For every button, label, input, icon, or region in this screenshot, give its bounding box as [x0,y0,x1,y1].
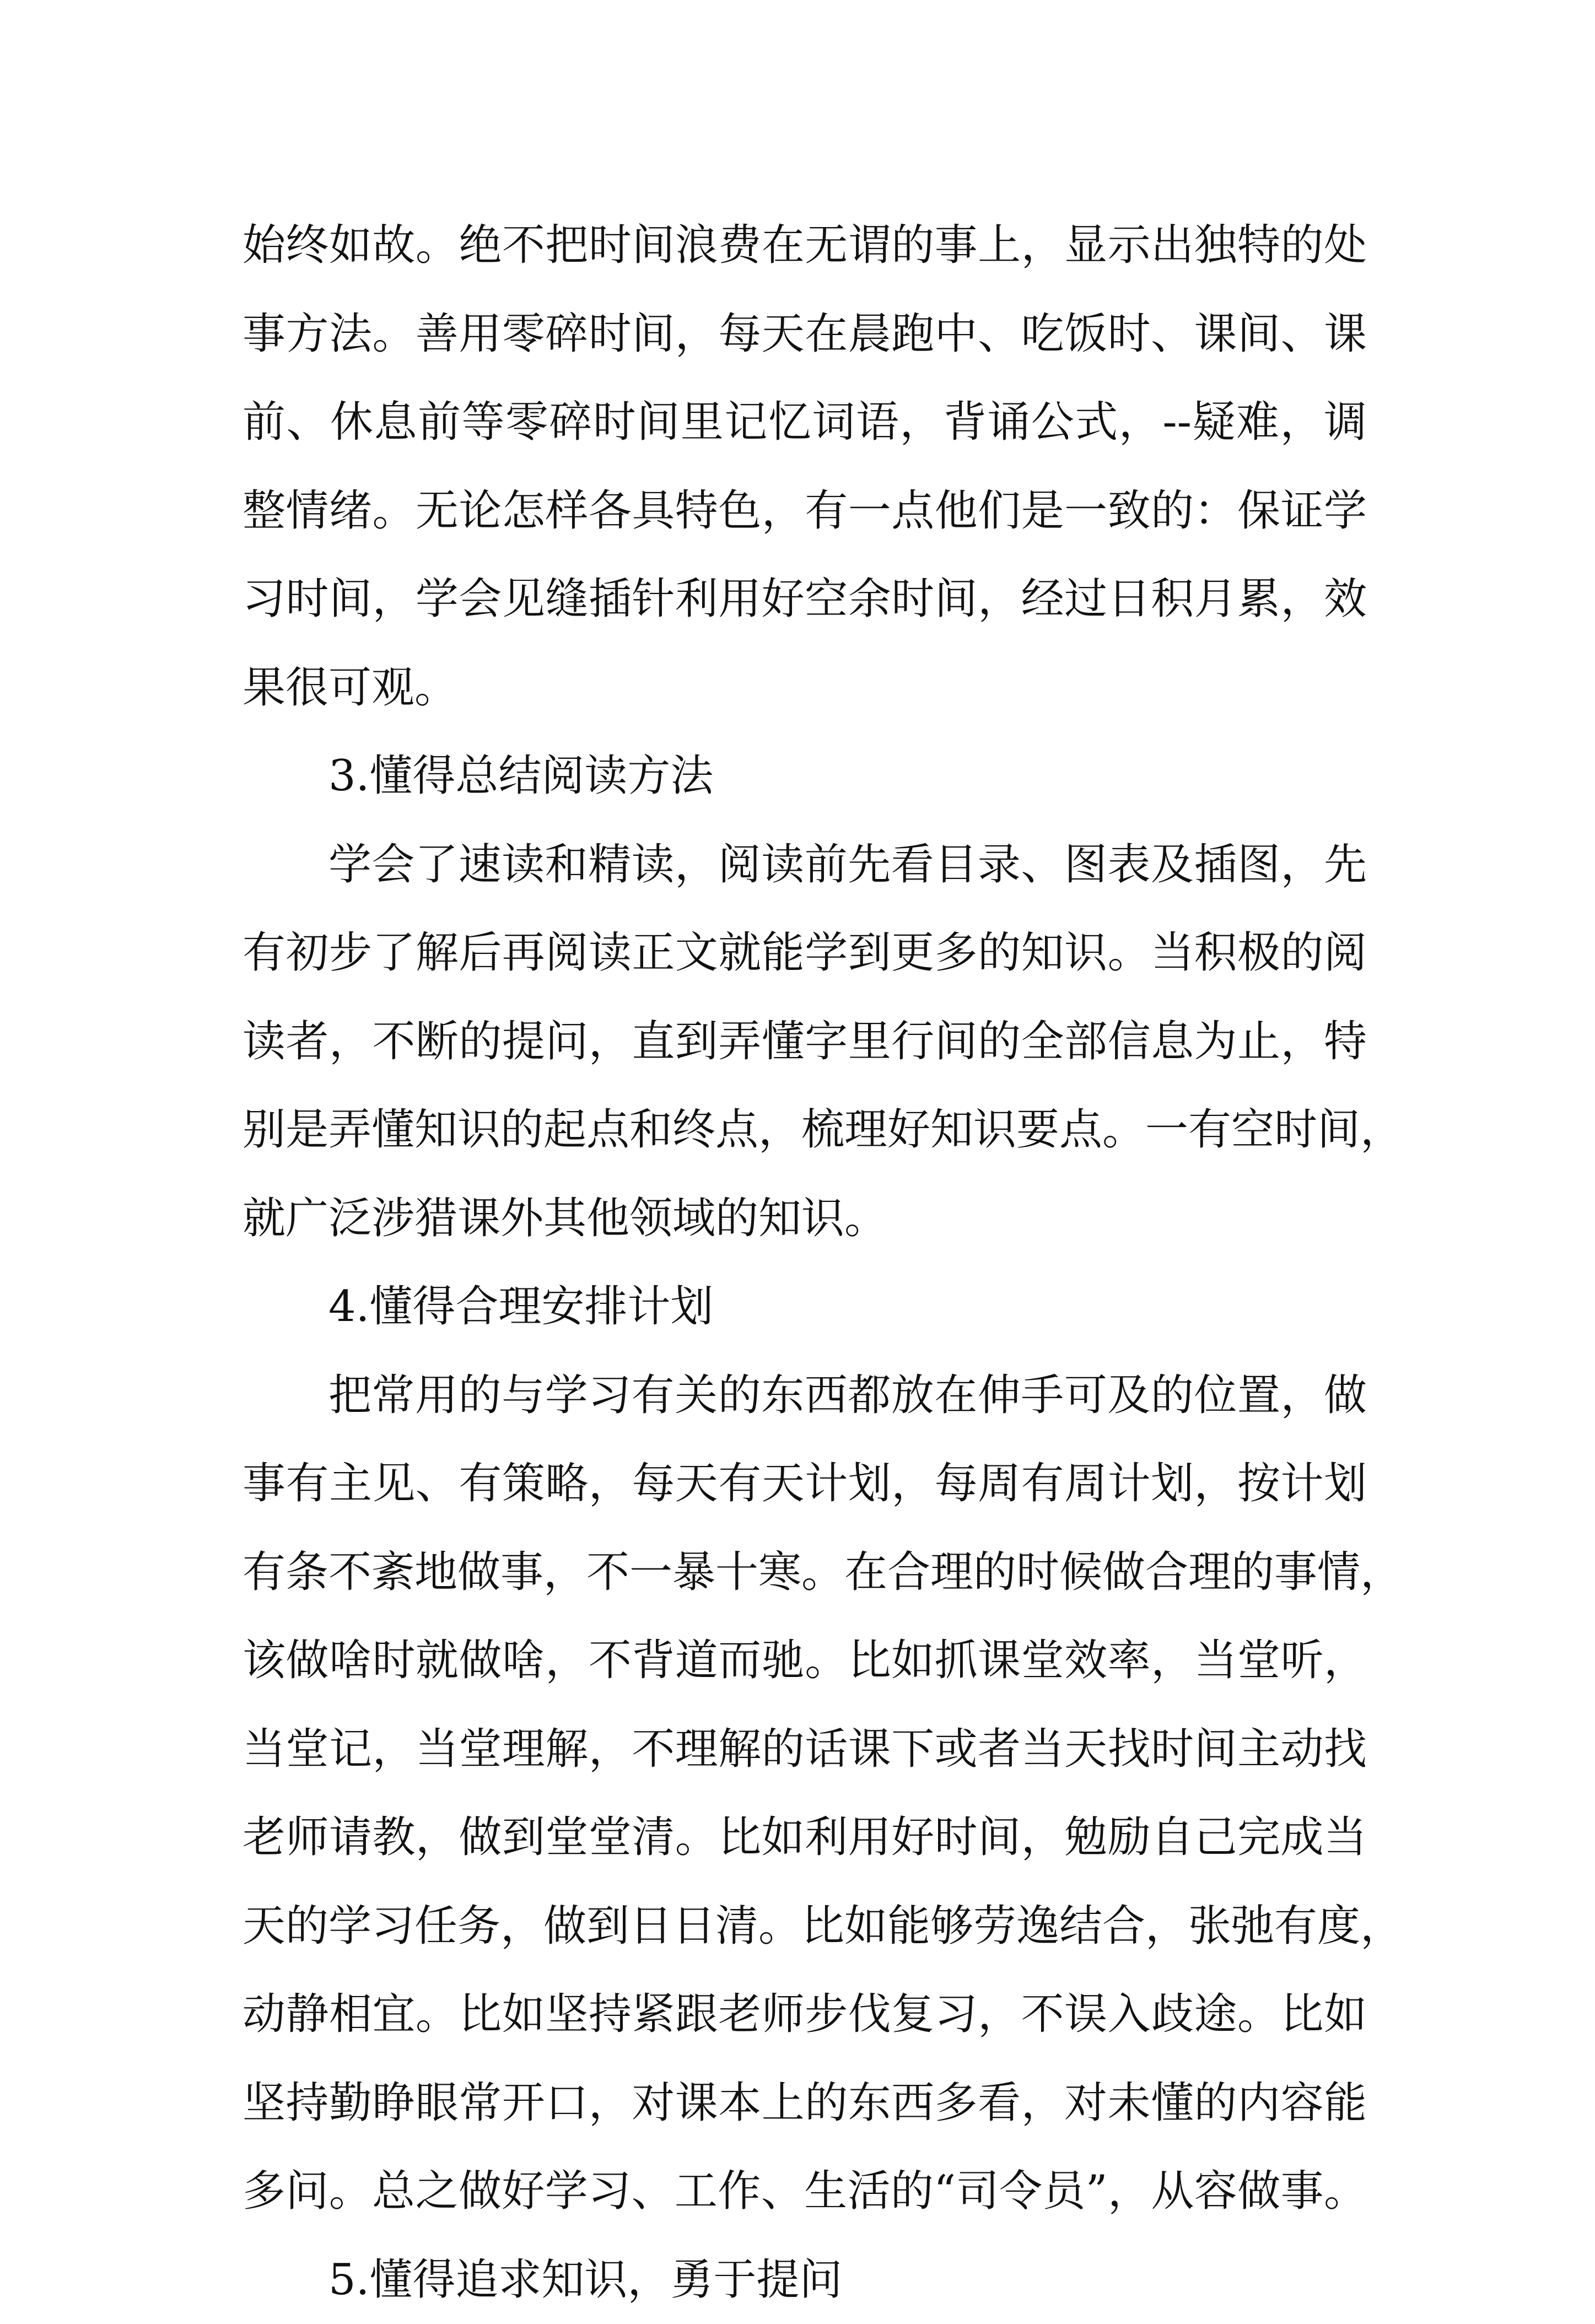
text-line: 把常用的与学习有关的东西都放在伸手可及的位置，做 [243,1351,1367,1440]
text-line: 读者，不断的提问，直到弄懂字里行间的全部信息为止，特 [243,997,1367,1086]
text-line: 别是弄懂知识的起点和终点，梳理好知识要点。一有空时间， [243,1086,1367,1174]
section-heading: 4.懂得合理安排计划 [243,1263,1367,1351]
text-line: 习时间，学会见缝插针利用好空余时间，经过日积月累，效 [243,555,1367,644]
section-heading: 5.懂得追求知识，勇于提问 [243,2236,1367,2324]
text-line: 前、休息前等零碎时间里记忆词语，背诵公式，--疑难，调 [243,378,1367,467]
document-body [243,201,1367,2324]
text-line: 老师请教，做到堂堂清。比如利用好时间，勉励自己完成当 [243,1793,1367,1882]
section-heading: 3.懂得总结阅读方法 [243,732,1367,821]
text-line: 有初步了解后再阅读正文就能学到更多的知识。当积极的阅 [243,909,1367,997]
text-line: 果很可观。 [243,644,1367,732]
text-line: 动静相宜。比如坚持紧跟老师步伐复习，不误入歧途。比如 [243,1970,1367,2059]
text-line: 坚持勤睁眼常开口，对课本上的东西多看，对未懂的内容能 [243,2059,1367,2148]
text-line: 天的学习任务，做到日日清。比如能够劳逸结合，张弛有度， [243,1882,1367,1971]
text-line: 就广泛涉猎课外其他领域的知识。 [243,1174,1367,1263]
text-line: 事方法。善用零碎时间，每天在晨跑中、吃饭时、课间、课 [243,290,1367,379]
text-line: 有条不紊地做事，不一暴十寒。在合理的时候做合理的事情， [243,1528,1367,1617]
text-line: 当堂记，当堂理解，不理解的话课下或者当天找时间主动找 [243,1705,1367,1794]
text-line: 整情绪。无论怎样各具特色，有一点他们是一致的：保证学 [243,467,1367,556]
text-line: 多问。总之做好学习、工作、生活的“司令员”，从容做事。 [243,2147,1367,2236]
text-line: 学会了速读和精读，阅读前先看目录、图表及插图，先 [243,821,1367,909]
text-line: 始终如故。绝不把时间浪费在无谓的事上，显示出独特的处 [243,201,1367,290]
text-line: 该做啥时就做啥，不背道而驰。比如抓课堂效率，当堂听， [243,1616,1367,1705]
text-line: 事有主见、有策略，每天有天计划，每周有周计划，按计划 [243,1439,1367,1528]
